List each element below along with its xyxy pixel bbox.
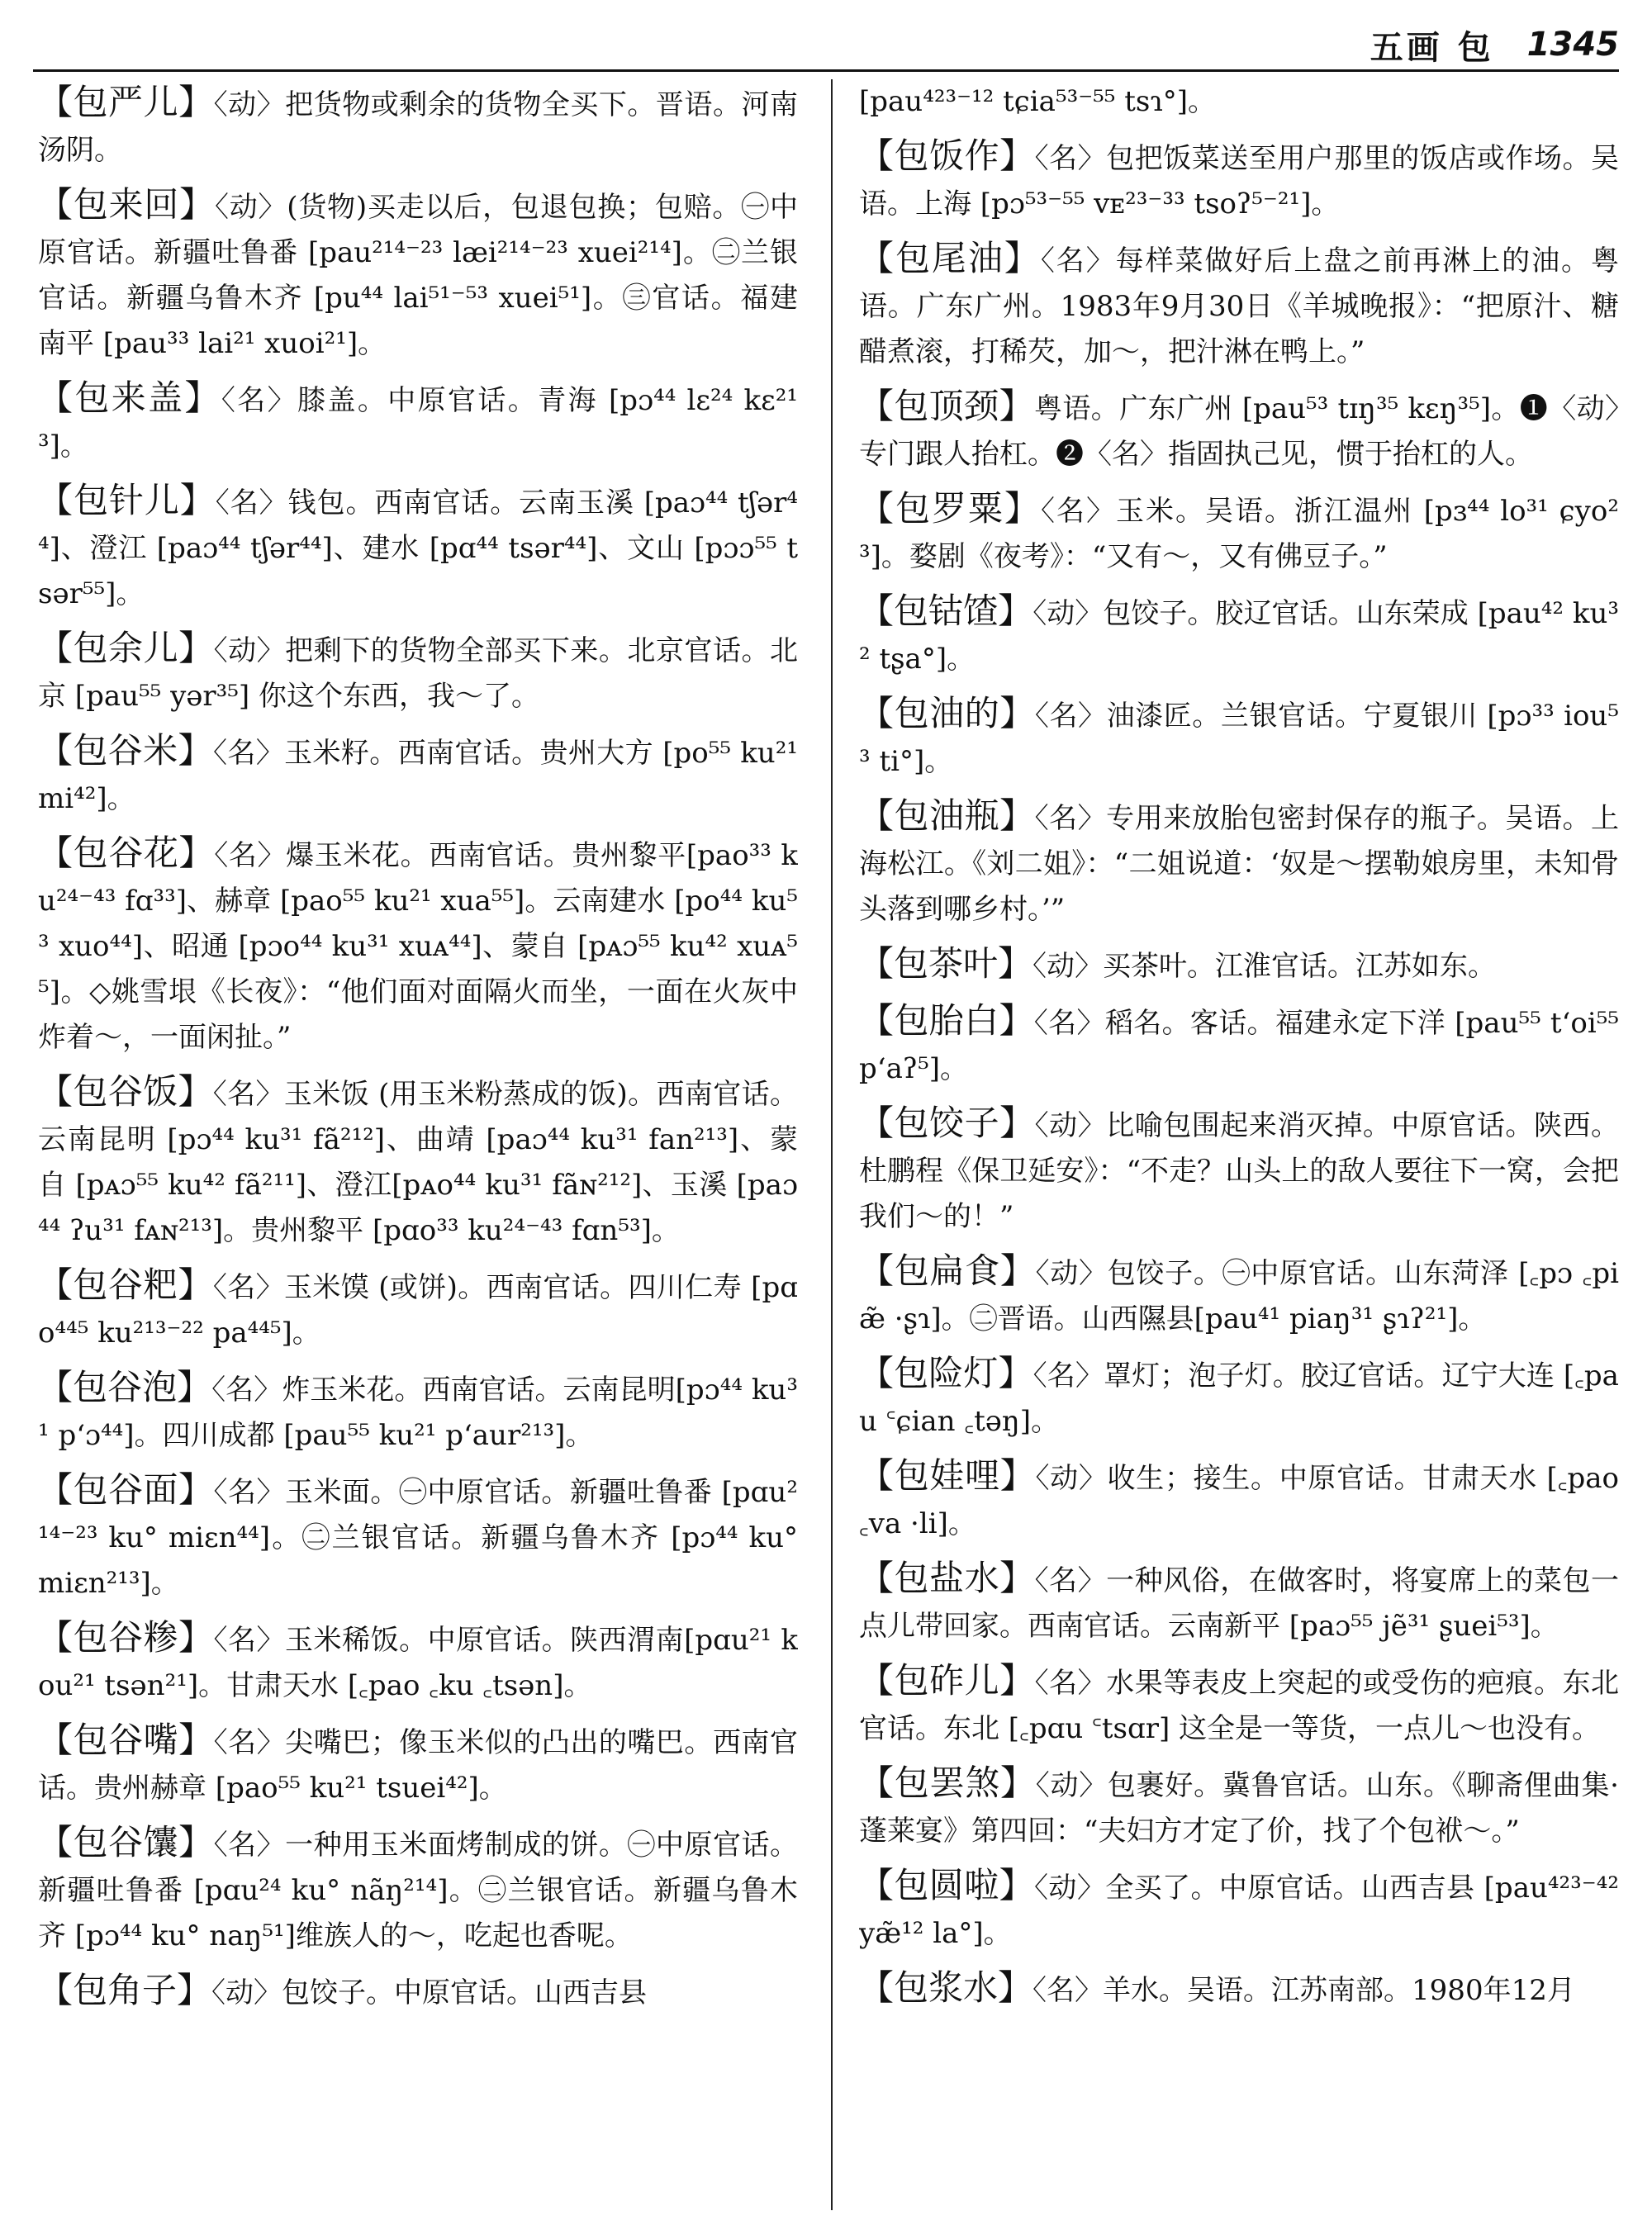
entry-headword: 【 包茶叶 】 [859,943,1032,984]
entry-body: 〈动〉包裹好。冀鲁官话。山东。《聊斋俚曲集·蓬莱宴》第四回：“夫妇方才定了价，找了个包袱～。” [859,1769,1619,1848]
entry-headword: 【 包谷米 】 [38,730,213,771]
dictionary-entry [38,728,798,822]
page-header [33,20,1619,72]
dictionary-entry [859,486,1619,580]
dictionary-entry [859,998,1619,1092]
entry-headword: 【 包油的 】 [859,693,1035,733]
entry-headword: 【 包罢煞 】 [859,1763,1036,1803]
entry-body: 〈动〉把货物或剩余的货物全买下。晋语。河南汤阴。 [38,88,798,167]
dictionary-entry [859,133,1619,227]
entry-body: 〈名〉爆玉米花。西南官话。贵州黎平[pao³³ ku²⁴⁻⁴³ fɑ³³]、赫章 [pao⁵⁵ ku²¹ xua⁵⁵]。云南建水 [po⁴⁴ ku⁵³ xuo⁴⁴]、昭通 [pɔo⁴⁴ ku³¹ xuᴀ⁴⁴]、蒙自 [pᴀɔ⁵⁵ ku⁴² xuᴀ⁵⁵]。◇姚雪垠《长夜》：“他们面对面隔火而坐，一面在火灰中炸着～，一面闲扯。” [38,839,798,1054]
entry-body: 〈动〉比喻包围起来消灭掉。中原官话。陕西。杜鹏程《保卫延安》：“不走？山头上的敌人要往下一窝，会把我们～的！” [859,1109,1619,1233]
entry-body: 〈名〉羊水。吴语。江苏南部。1980年12月 [1032,1974,1575,2007]
dictionary-entry [859,793,1619,932]
entry-body: 〈动〉买茶叶。江淮官话。江苏如东。 [1032,950,1497,983]
dictionary-entry [859,79,1619,125]
entry-headword: 【 包谷糁 】 [38,1617,214,1658]
entry-headword: 【 包饺子 】 [859,1103,1035,1143]
entry-headword: 【 包严儿 】 [38,82,214,122]
entry-body: 〈名〉一种风俗，在做客时，将宴席上的菜包一点儿带回家。西南官话。云南新平 [paɔ⁵⁵ jẽ³¹ ʂuei⁵³]。 [859,1564,1619,1643]
entry-body: 〈名〉稻名。客话。福建永定下洋 [pau⁵⁵ t‘oi⁵⁵ p‘aʔ⁵]。 [859,1007,1619,1085]
dictionary-entry [859,1248,1619,1342]
entry-body: 〈名〉专用来放胎包密封保存的瓶子。吴语。上海松江。《刘二姐》：“二姐说道：‘奴是～摆勒娘房里，未知骨头落到哪乡村。’” [859,802,1619,926]
entry-headword: 【 包胎白 】 [859,1000,1034,1041]
entry-body: 粤语。广东广州 [pau⁵³ tɪŋ³⁵ kɛŋ³⁵]。❶〈动〉专门跟人抬杠。❷〈名〉指固执己见，惯于抬杠的人。 [859,392,1619,471]
entry-headword: 【 包圆啦 】 [859,1865,1034,1905]
entry-headword: 【 包谷泡 】 [38,1367,211,1407]
entry-body: 〈名〉罩灯；泡子灯。胶辽官话。辽宁大连 [꜀pau ꜂ɕian ꜀təŋ]。 [859,1359,1619,1438]
entry-headword: 【 包尾油 】 [859,238,1041,278]
section-title: 五画 包 [1370,27,1494,67]
entry-body: 〈名〉钱包。西南官话。云南玉溪 [paɔ⁴⁴ tʃər⁴⁴]、澄江 [paɔ⁴⁴ tʃər⁴⁴]、建水 [pɑ⁴⁴ tsər⁴⁴]、文山 [pɔɔ⁵⁵ tsər⁵⁵]。 [38,486,798,610]
dictionary-entry [38,1967,798,2016]
entry-headword: 【 包谷嘴 】 [38,1720,214,1760]
entry-body: 〈名〉水果等表皮上突起的或受伤的疤痕。东北官话。东北 [꜀pɑu ꜂tsɑr] 这全是一等货，一点儿～也没有。 [859,1667,1619,1745]
entry-body: 〈名〉膝盖。中原官话。青海 [pɔ⁴⁴ lɛ²⁴ kɛ²¹³]。 [38,384,798,463]
dictionary-entry [859,1965,1619,2014]
dictionary-entry [859,1350,1619,1445]
entry-headword: 【 包险灯 】 [859,1353,1033,1393]
entry-body: 〈名〉尖嘴巴；像玉米似的凸出的嘴巴。西南官话。贵州赫章 [pao⁵⁵ ku²¹ tsuei⁴²]。 [38,1726,798,1805]
entry-body: 〈名〉玉米饭 (用玉米粉蒸成的饭)。西南官话。云南昆明 [pɔ⁴⁴ ku³¹ fã²¹²]、曲靖 [paɔ⁴⁴ ku³¹ fan²¹³]、蒙自 [pᴀɔ⁵⁵ ku⁴² fã²¹¹]、澄江[pᴀo⁴⁴ ku³¹ fãɴ²¹²]、玉溪 [paɔ⁴⁴ ʔu³¹ fᴀɴ²¹³]。贵州黎平 [pɑo³³ ku²⁴⁻⁴³ fɑn⁵³]。 [38,1078,798,1247]
entry-headword: 【 包钴馇 】 [859,591,1032,631]
dictionary-entry [859,941,1619,989]
dictionary-entry [38,1364,798,1459]
entry-headword: 【 包盐水 】 [859,1558,1035,1598]
right-column [859,79,1619,2218]
dictionary-entry [859,1453,1619,1547]
entry-body: 〈动〉包饺子。胶辽官话。山东荣成 [pau⁴² ku³² tʂa°]。 [859,597,1619,676]
column-divider [831,79,833,2210]
entry-headword: 【 包娃哩 】 [859,1455,1035,1496]
entry-headword: 【 包谷面 】 [38,1469,213,1510]
entry-headword: 【 包角子 】 [38,1970,211,2010]
entry-headword: 【 包谷饭 】 [38,1071,213,1112]
entry-body: 〈名〉每样菜做好后上盘之前再淋上的油。粤语。广东广州。1983年9月30日《羊城晚报》：“把原汁、糖醋煮滚，打稀芡，加～，把汁淋在鸭上。” [859,244,1619,368]
entry-body: 〈动〉全买了。中原官话。山西吉县 [pau⁴²³⁻⁴² yæ̃¹² la°]。 [859,1872,1619,1950]
entry-headword: 【 包扁食 】 [859,1250,1036,1291]
entry-body: 〈名〉玉米面。㊀中原官话。新疆吐鲁番 [pɑu²¹⁴⁻²³ ku° miɛn⁴⁴]。㊁兰银官话。新疆乌鲁木齐 [pɔ⁴⁴ ku° miɛn²¹³]。 [38,1476,798,1600]
page-number: 1345 [1526,26,1619,64]
entry-headword: 【 包来盖 】 [38,377,221,418]
dictionary-entry [38,182,798,367]
dictionary-entry [38,1717,798,1811]
entry-body: 〈名〉玉米籽。西南官话。贵州大方 [po⁵⁵ ku²¹ mi⁴²]。 [38,737,798,815]
entry-body: 〈名〉玉米馍 (或饼)。西南官话。四川仁寿 [pɑo⁴⁴⁵ ku²¹³⁻²² pa⁴⁴⁵]。 [38,1271,798,1350]
entry-headword: 【 包罗粟 】 [859,488,1041,529]
entry-headword: 【 包谷馕 】 [38,1822,214,1862]
entry-headword: 【 包来回 】 [38,184,215,225]
entry-headword: 【 包油瓶 】 [859,795,1035,836]
dictionary-entry [859,1555,1619,1649]
entry-body: 〈动〉(货物)买走以后，包退包换；包赔。㊀中原官话。新疆吐鲁番 [pau²¹⁴⁻²³ læi²¹⁴⁻²³ xuei²¹⁴]。㊁兰银官话。新疆乌鲁木齐 [pu⁴⁴ lai⁵¹⁻⁵³ xuei⁵¹]。㊂官话。福建南平 [pau³³ lai²¹ xuoi²¹]。 [38,191,798,360]
dictionary-entry [38,1467,798,1606]
dictionary-entry [859,1100,1619,1240]
dictionary-entry [38,1262,798,1356]
entry-body: 〈名〉炸玉米花。西南官话。云南昆明[pɔ⁴⁴ ku³¹ p‘ɔ⁴⁴]。四川成都 [pau⁵⁵ ku²¹ p‘aur²¹³]。 [38,1374,798,1452]
entry-body: 〈动〉包饺子。㊀中原官话。山东菏泽 [꜀pɔ ꜀piæ̃ ·ʂɿ]。㊁晋语。山西隰县[pau⁴¹ piaŋ³¹ ʂɿʔ²¹]。 [859,1257,1619,1336]
dictionary-entry [859,235,1619,375]
entry-body: 〈名〉一种用玉米面烤制成的饼。㊀中原官话。新疆吐鲁番 [pɑu²⁴ ku° nãŋ²¹⁴]。㊁兰银官话。新疆乌鲁木齐 [pɔ⁴⁴ ku° naŋ⁵¹]维族人的～，吃起也香呢。 [38,1829,798,1952]
entry-body: 〈动〉把剩下的货物全部买下来。北京官话。北京 [pau⁵⁵ yər³⁵] 你这个东西，我～了。 [38,634,798,713]
entry-body: 〈动〉收生；接生。中原官话。甘肃天水 [꜀pao ꜀va ·li]。 [859,1462,1619,1540]
dictionary-entry [859,588,1619,682]
entry-headword: 【 包谷花 】 [38,833,214,873]
dictionary-entry [859,383,1619,477]
dictionary-entry [859,1658,1619,1752]
dictionary-entry [859,1760,1619,1854]
dictionary-entry [859,1862,1619,1957]
dictionary-entry [38,830,798,1060]
entry-body: [pau⁴²³⁻¹² tɕia⁵³⁻⁵⁵ tsɿ°]。 [859,85,1216,118]
entry-headword: 【 包饭作 】 [859,135,1035,176]
entry-body: 〈动〉包饺子。中原官话。山西吉县 [211,1976,648,2009]
dictionary-entry [38,79,798,173]
entry-headword: 【 包顶颈 】 [859,386,1034,426]
dictionary-entry [38,625,798,719]
dictionary-entry [38,1615,798,1709]
entry-headword: 【 包浆水 】 [859,1967,1032,2008]
entry-body: 〈名〉包把饭菜送至用户那里的饭店或作场。吴语。上海 [pɔ⁵³⁻⁵⁵ vᴇ²³⁻³³ tsoʔ⁵⁻²¹]。 [859,142,1619,221]
dictionary-entry [38,375,798,469]
entry-headword: 【 包谷粑 】 [38,1264,213,1305]
dictionary-entry [38,1820,798,1959]
entry-headword: 【 包余儿 】 [38,628,214,668]
entry-body: 〈名〉油漆匠。兰银官话。宁夏银川 [pɔ³³ iou⁵³ ti°]。 [859,700,1619,778]
left-column [38,79,798,2218]
entry-headword: 【 包砟儿 】 [859,1660,1035,1701]
dictionary-entry [38,477,798,617]
dictionary-entry [38,1069,798,1254]
entry-body: 〈名〉玉米。吴语。浙江温州 [pɜ⁴⁴ lo³¹ ɕyo²³]。婺剧《夜考》：“又有～，又有佛豆子。” [859,495,1619,573]
entry-body: 〈名〉玉米稀饭。中原官话。陕西渭南[pɑu²¹ kou²¹ tsən²¹]。甘肃天水 [꜀pao ꜀ku ꜀tsən]。 [38,1624,798,1702]
entry-headword: 【 包针儿 】 [38,480,216,520]
dictionary-entry [859,690,1619,785]
